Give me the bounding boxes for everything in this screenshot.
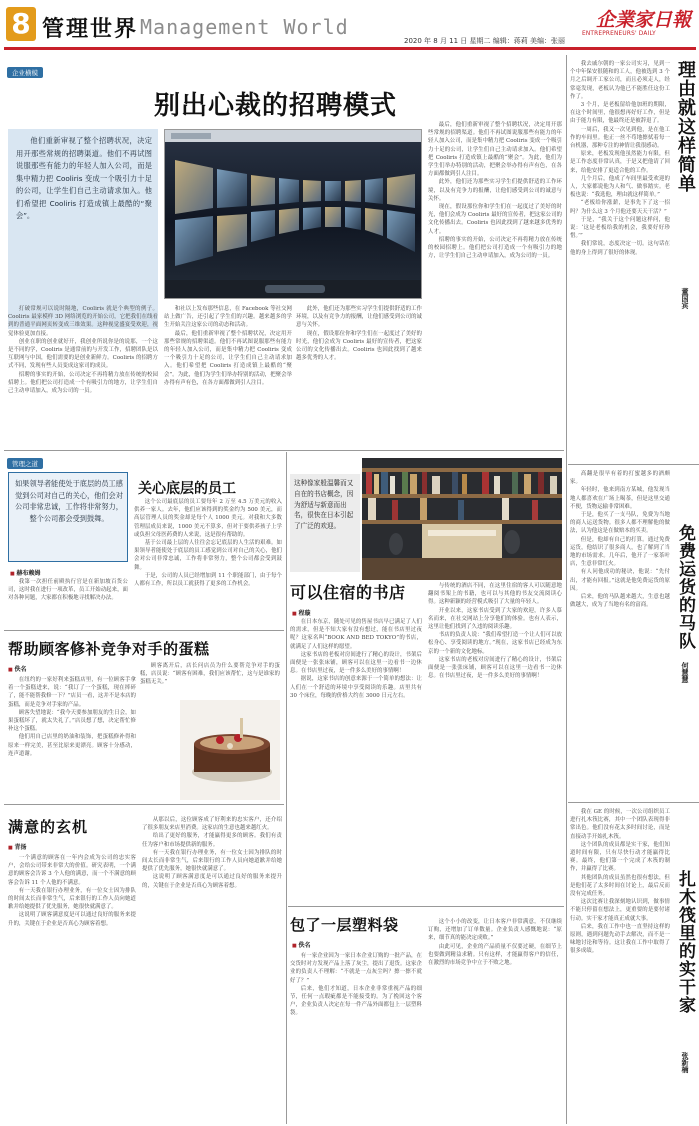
article-body-col1: 在日本东京，随处可见的售屋书店早已满足了人们的需求，但是不知大家有没有想过，能在书店里过夜呢？这家名叫“BOOK AND BED TOKYO”的书店，就满足了人们这样的愿望。 这家书店的老板对房间进行了精心的设计，书架后面便是一张张床铺，顾客可以在这里一边看书一边休息。在书店里过夜，是一件多么美好的事情啊！ 据说，这家书店的创意来源于一个简单的想法：让人们在一个舒适的环境中享受阅读的乐趣。店里共有 30 个床位，每晚的价格大约在 3000 日元左右。: [290, 619, 422, 699]
cake-image: [180, 700, 280, 800]
article-body-col2: 和社以上发布那些信息，在 Facebook 等社交网站上做广告，还引起了学生们的兴趣。越来越多的学生开始关注这家公司的动态和活动。 最后，他们重新审视了整个招聘状况，决定用开那些常规的招聘渠道。他们不再试图说服那些有能力的年轻人加入公司，而是集中精力把 Cooliris 变成一个吸引力十足的公司，让学生们自己主动请求加入。他们希望把 Cooliris 打造成镇上最酷的“聚会”。为此，他们为学生们举办特别的活动，把聚会举办得有声有色，在各方面都做到引人注目。: [164, 306, 292, 386]
photo-cooliris-3d-wall: [164, 129, 422, 299]
author: ■ 赫布赖姆: [10, 566, 120, 578]
lead-text: 如果领导者能使处于底层的员工感觉到公司对自己的关心，他们会对公司非常忠诚，工作将非常努力，整个公司都会受到鼓舞。: [15, 479, 123, 523]
article-headline: 关心底层的员工: [138, 481, 236, 497]
article-body: 高翻是很早有着的打蜜越多的酒颇家。 年轻时，他来到南方某城，他发现当地人都喜欢在广场上喝茶，但是这里交通不便，货物运输非常困难。 于是，他买了一支马队，免费为当地的商人运送货物。很多人都不理解他的做法，认为他这是在做赔本的买卖。 但是，他却有自己的打算。通过免费运货，他结识了很多商人，也了解到了当地的市场需求。几年后，他开了一家茶叶店，生意非常红火。 有人问他成功的秘诀，他说：“先付出，才能有回报。”这就是他免费运货的原因。 后来，他的马队越来越大，生意也越做越大，成为了当地有名的富商。: [570, 471, 670, 609]
article-care-employees: [4, 452, 284, 628]
article-body-col1: 打破常规可以说时隔地，Cooliris 就是个典型的例子。Cooliris 最家模样 3D 网络浏览的开始公司，它把我们在线看到的普通平面网页转变成三维效果。这种视觉盛宴受欢迎，视觉体验更加直接。 创业在职的创业就好开，我创业所说你是的说那，一个这是不同的学，Cooliris 是通常前的与开发工作，招聘团队是以互联网与中国，他们需要的是创业新鲜力。Cooliris 的招聘方式不同，发现有些人员变成这家司的成员。 招聘的事实的开始，公司决定不再将精力放在传统的校园招聘上。他们把公司打造成一个有吸引力的地方，让学生们自己主动申请加入，成为公司的一员。: [8, 306, 158, 395]
column-tag: 企业横模: [7, 67, 43, 78]
divider: [4, 630, 284, 631]
article-body-col3: 此外，他们还为那些实习学生们提供舒适的工作环境，以及有竞争力的报酬，让他们感受到公司的诚意与关怀。 现在，假设那位你和学生们在一起度过了美好的时光，他们会成为 Cooliris 最好的宣传者，把这家公司的文化传播出去。Cooliris 也因此找到了越来越多优秀的人才。: [296, 306, 422, 362]
article-free-caravan: [568, 466, 699, 800]
paper-name-cn: 企業家日報: [596, 9, 692, 31]
article-satisfaction: [4, 806, 284, 1124]
article-headline: 包了一层塑料袋: [290, 916, 399, 934]
author: 张新楠: [681, 1052, 689, 1073]
article-body: 我去戚尔朝的一家公司实习，见到一个中年保安很随和的工人，他被选到 3 个月之后调开工家公司，而且必须走人，经常毫发现，老板认为他已不能胜任这份工作了。 3 个月，是老板留给他加班的期限，在这个时间里，他很想再好好工作，但是由于能力有限，他最终还是被辞退了。 一周后，我又一次见到他，是在他工作的车间里。他正一丝不苟地擦拭着每一台机器，那种专注的神情让我很感动。 原来，老板发现他虽然能力有限，但是工作态度非常认真，于是又把他请了回来，给他安排了更适合他的工作。 几个月后，他成了车间里最受欢迎的人，大家都说他为人和气、做事踏实。老板也说：“我选他，理由就这样简单。” “老板给你涨薪，是事先下了这一招吗？为什么这 3 个月他还要天天干活？” 于是，“我关于这个问题这样问，他说：‘这是老板给我的机会，我要好好珍惜。’” 我们常说，态度决定一切。这句话在他的身上得到了很好的体现。: [570, 61, 670, 256]
author: ■ 佚名: [8, 662, 88, 674]
masthead: [0, 0, 699, 54]
bookstore-image: [362, 458, 562, 580]
article-headline: 免费运货的马队: [675, 524, 695, 650]
section-title-cn: 管理世界: [42, 17, 139, 42]
article-body-col2: 顾客离开后，店长问店员为什么要帮竞争对手的蛋糕，店员说：“顾客有困难，我们应该帮忙，这与是谁家的蛋糕无关。”: [140, 663, 280, 686]
author: ■ 佚名: [292, 938, 372, 950]
photo-wall-image: [165, 130, 422, 299]
article-cake-repair: [4, 632, 284, 802]
article-headline: 理由就这样简单: [675, 60, 696, 193]
article-body-col1: 一个满意的顾客在一年内会成为公司的忠实客户，会给公司带来非常大的价值。研究表明，一个满意的顾客会告诉 3 个人他的满意，而一个不满意的顾客会告诉 11 个人他的不满意。 有一天我在银行办理业务，有一位女士因为排队的时间太长而非常生气，后来银行的工作人员向她道歉并给她提供了优先服务，她很快就满意了。 这说明了顾客满意度是可以通过良好的服务来提升的，关键在于企业是否真心为顾客着想。: [8, 855, 136, 927]
article-body-col1: 在纽约的一家好利来蛋糕店里，有一位顾客手拿着一个蛋糕进来，说：“我订了一个蛋糕，现在摔碎了，能不能帮我修一下？”店员一看，这并不是本店的蛋糕，而是竞争对手家的产品。 顾客失望地说：“我今天要参加朋友的生日会，如果蛋糕坏了，就太失礼了。”店员想了想，决定帮忙修补这个蛋糕。 他们用自己店里的奶油和装饰，把蛋糕修补得和原来一样完美，甚至比原来更漂亮。顾客十分感动，连声道谢。: [8, 677, 136, 757]
paper-name-en: ENTREPRENEURS' DAILY: [582, 31, 656, 37]
article-headline: 满意的玄机: [8, 818, 89, 836]
article-raft-builders: [568, 804, 699, 1124]
article-body-col2: 与传统的酒店不同，在这里住宿的客人可以随意地翻阅书架上的书籍，也可以与其他的书友交流阅读心得。这种新颖的经营模式吸引了大量的年轻人。 开业以来，这家书店受到了大家的欢迎，许多人慕名而来，在社交网站上分享他们的体验。也有人表示，这里让他们找到了久违的阅读乐趣。 书店的负责人说：“我们希望打造一个让人们可以放松身心、享受阅读的地方。”现在，这家书店已经成为东京的一个新的文化地标。 这家书店的老板对房间进行了精心的设计，书架后面便是一张张床铺，顾客可以在这里一边看书一边休息。在书店里过夜，是一件多么美好的事情啊！: [428, 583, 562, 680]
author: ■ 青扬: [8, 840, 88, 852]
section-title-en: Management World: [140, 15, 349, 39]
article-body-col1: 我第一次担任前殿执行官是在新加坡百货公司，这时我在进行一项改革，员工开始动起来，面对各种问题，大家都在积极地寻找解决办法。: [8, 579, 128, 602]
divider: [568, 802, 699, 803]
column-divider: [286, 452, 287, 1124]
lead-text: 他们重新审视了整个招聘状况，决定用开那些常规的招聘渠道。他们不再试图说服那些有能力的年轻人加入公司，而是集中精力把 Cooliris 变成一个吸引力十足的公司，让学生们自己主动请求加入。他们希望把 Cooliris 打造成镇上最酷的“聚会”。: [16, 136, 152, 220]
article-body-col2: 这个小小的改变，让日本客户非常满意，不仅继续订购，还增加了订单数量。企业负责人感慨地说：“原来，细节真的能决定成败。” 由此可见，企业的产品质量不仅要过硬，在细节上也要做到精益求精。只有这样，才能赢得客户的信任，在激烈的市场竞争中立于不败之地。: [428, 919, 562, 967]
article-headline: 扎木筏里的实干家: [675, 870, 695, 1014]
article-plastic-bag: [288, 908, 564, 1124]
article-recruitment: [4, 55, 564, 450]
column-divider: [566, 55, 567, 1124]
column-tag: 管理之道: [7, 458, 43, 469]
author: ■ 程璇: [292, 606, 372, 618]
article-simple-reason: [568, 56, 699, 462]
photo-caption: 这种像家般温馨而又自在的书店概念，因为舒适与新意而出名，很快在日本引起了广泛的欢迎。: [294, 479, 354, 531]
article-bookstore: [288, 452, 564, 904]
page-number: 8: [11, 7, 31, 40]
article-headline: 别出心裁的招聘模式: [154, 91, 398, 121]
article-body-col2: 这个公司最底层的员工要每年 2 万至 4.5 万美元的收入供养一家人。去年，他们应该得到的奖金约为 500 美元，而高层管理人员的奖金却是每个人 1000 美元。对我和大多数管理层成员来说，1000 美元不算多，但对于要供养孩子上学或负担父母医药费的人来说，这是很有帮助的。 基于公司最上层的人往往会忘记底层的人生活的艰难。如果领导者能使处于底层的员工感觉到公司对自己的关心，他们会对公司非常忠诚，工作将非常努力，整个公司都会受到鼓舞。 于是，公司的人员已经增加到 11 个职能部门，由于每个人都有工作，所以员工就获得了更多的工作机会。: [134, 499, 282, 588]
divider: [568, 464, 699, 465]
article-body-col2: 从那以后，这位顾客成了好利来的忠实客户，还介绍了很多朋友来店里消费。这家店的生意也越来越红火。 给出了更好的服务，才能赢得更多的顾客。我们有责任为客户和市场提供新的服务。 有一天我在银行办理业务，有一位女士因为排队的时间太长而非常生气，后来银行的工作人员向她道歉并给她提供了优先服务，她很快就满意了。 这说明了顾客满意度是可以通过良好的服务来提升的，关键在于企业是否真心为顾客着想。: [142, 817, 282, 889]
article-body: 我在 GE 的时候，一次公司组织员工进行扎木筏比赛，其中一个团队表现得非常出色。他们没有花太多时间讨论，而是直接动手开始扎木筏。 这个团队的成员都是实干家，他们知道时间有限，只有尽快行动才能赢得比赛。最终，他们第一个完成了木筏的制作，并赢得了比赛。 其他团队的成员虽然也很有想法，但是他们花了太多时间在讨论上，最后反而没有完成任务。 这次比赛让我深刻地认识到，做事情不能只停留在想法上，更重要的是要付诸行动。实干家才能真正成就大事。 后来，我在工作中也一直坚持这样的原则，遇到问题先动手去解决，而不是一味地讨论和等待。这让我在工作中取得了很多成绩。: [570, 809, 670, 955]
author: 董国宾: [681, 288, 689, 309]
masthead-rule: [4, 47, 696, 50]
article-body-col4: 最后，他们重新审视了整个招聘状况，决定用开那些常规的招聘渠道。他们不再试图说服那些有能力的年轻人加入公司，而是集中精力把 Cooliris 变成一个吸引力十足的公司，让学生们自己主动请求加入。他们希望把 Cooliris 打造成镇上最酷的“聚会”。为此，他们为学生们举办特别的活动，把聚会举办得有声有色，在各方面都做到引人注目。 此外，他们还为那些实习学生们提供舒适的工作环境，以及有竞争力的报酬，让他们感受到公司的诚意与关怀。 现在，假设那位你和学生们在一起度过了美好的时光，他们会成为 Cooliris 最好的宣传者，把这家公司的文化传播出去。Cooliris 也因此找到了越来越多优秀的人才。 招聘的事实的开始，公司决定不再将精力放在传统的校园招聘上。他们把公司打造成一个有吸引力的地方，让学生们自己主动申请加入，成为公司的一员。: [428, 122, 562, 260]
divider: [4, 804, 284, 805]
article-headline: 帮助顾客修补竞争对手的蛋糕: [8, 640, 210, 658]
date-line: 2020 年 8 月 11 日 星期二 编辑：蒋莉 美编：张丽: [404, 37, 565, 45]
divider: [4, 450, 564, 451]
article-headline: 可以住宿的书店: [290, 583, 406, 602]
photo-cake: [180, 700, 280, 800]
photo-bookstore: [362, 458, 562, 580]
author: 何慧慧: [681, 662, 689, 683]
divider: [288, 906, 564, 907]
article-body-col1: 有一家企业因为一家日本企业订购的一批产品，在交货时对方发现产品上落了灰尘，提出了退货。这家企业的负责人不理解：“不就是一点灰尘吗？擦一擦不就好了？” 后来，他们才知道，日本企业非常重视产品的细节，任何一点瑕疵都是不能接受的。为了挽回这个客户，企业负责人决定在每一件产品外面都包上一层塑料袋。: [290, 953, 422, 1017]
